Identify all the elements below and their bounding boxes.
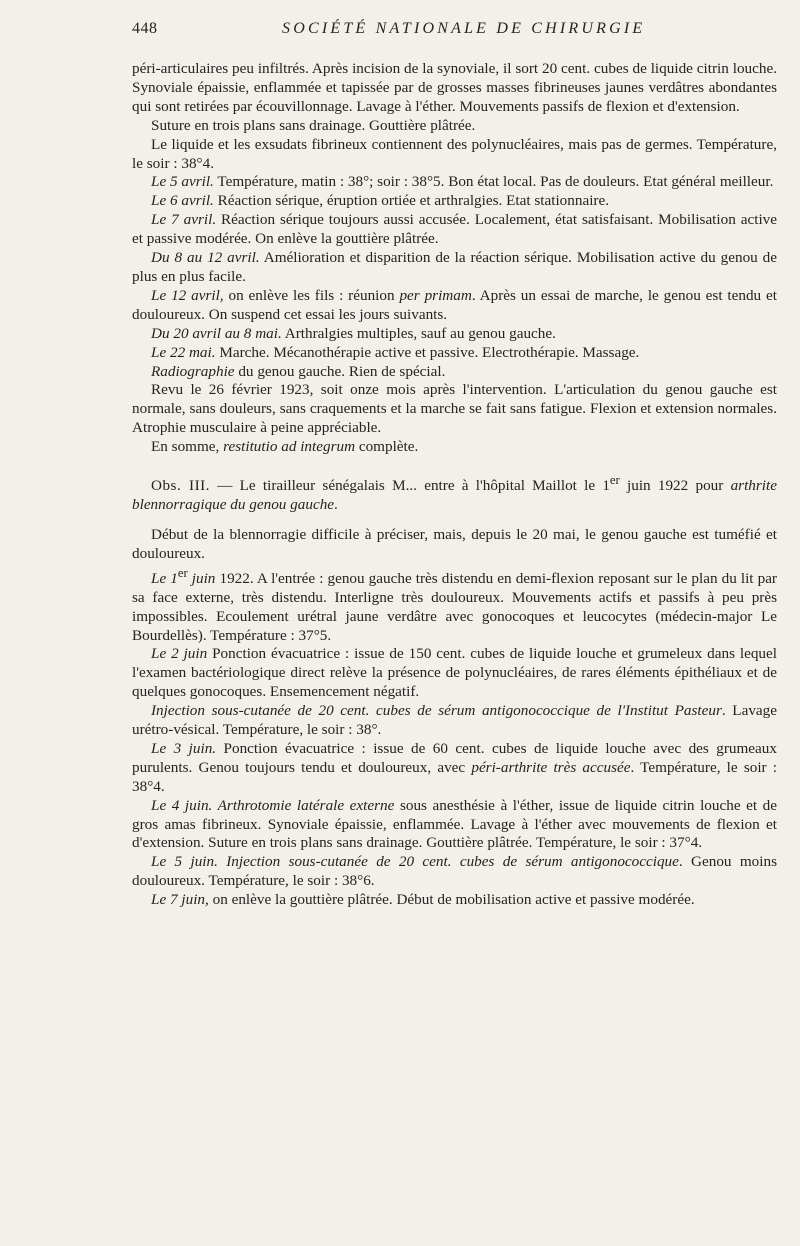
paragraph: Du 8 au 12 avril. Amélioration et disparition de la réaction sérique. Mobilisation active du genou de plus en plus facile. [132,249,777,285]
date-label: Le 5 avril. [151,173,214,191]
paragraph: Le 5 juin. Injection sous-cutanée de 20 cent. cubes de sérum antigonococcique. Genou moins douloureux. Température, le soir : 38°6. [132,853,777,890]
paragraph: Le 5 avril. Température, matin : 38°; soir : 38°5. Bon état local. Pas de douleurs. Etat général meilleur. [151,173,774,191]
paragraph: Du 20 avril au 8 mai. Arthralgies multiples, sauf au genou gauche. [151,324,556,342]
paragraph: péri-articulaires peu infiltrés. Après incision de la synoviale, il sort 20 cent. cubes de liquide citrin louche. Synoviale épaissie, enflammée et tapissée par de grosses masses fibrineuses jaunes verdâtres abondantes qui sont retirées par écouvillonnage. Lavage à l'éther. Mouvements passifs de flexion et d'extension. [132,60,777,115]
observation-heading: Obs. III. — Le tirailleur sénégalais M... entre à l'hôpital Maillot le 1er juin 1922 pour arthrite blennorragique du genou gauche. [132,473,777,513]
paragraph: Le 7 avril. Réaction sérique toujours aussi accusée. Localement, état satisfaisant. Mobilisation active et passive modérée. On enlève la gouttière plâtrée. [132,211,777,248]
paragraph: Le 1er juin 1922. A l'entrée : genou gauche très distendu en demi-flexion reposant sur le plan du lit par sa face externe, très distendu. Interligne très douloureux. Mouvements actifs et passifs à peu près impossibles. Ecoulement urétral jaune verdâtre avec gonocoques et leucocytes (médecin-major Le Bourdellès). Température : 37°5. [132,565,777,644]
paragraph: Début de la blennorragie difficile à préciser, mais, depuis le 20 mai, le genou gauche est tuméfié et douloureux. [132,525,777,562]
running-title: SOCIÉTÉ NATIONALE DE CHIRURGIE [282,20,646,37]
paragraph: Le 4 juin. Arthrotomie latérale externe sous anesthésie à l'éther, issue de liquide citrin louche et de gros amas fibrineux. Synoviale épaissie, enflammée. Lavage à l'éther avec mouvements de flexion et d'extension. Suture en trois plans sans drainage. Gouttière plâtrée. Température, le soir : 37°4. [132,796,777,852]
date-label: Le 4 juin. Arthrotomie latérale externe [151,796,395,814]
paragraph: Radiographie du genou gauche. Rien de spécial. [151,362,446,380]
paragraph: Le 6 avril. Réaction sérique, éruption ortiée et arthralgies. Etat stationnaire. [151,192,610,210]
date-label: Du 8 au 12 avril. [151,249,260,267]
paragraph: Le 22 mai. Marche. Mécanothérapie active et passive. Electrothérapie. Massage. [151,343,640,361]
date-label: Le 12 avril, [151,286,224,304]
date-label: Le 22 mai. [151,343,216,361]
paragraph: Le 3 juin. Ponction évacuatrice : issue de 60 cent. cubes de liquide louche avec des grumeaux purulents. Genou toujours tendu et douloureux, avec péri-arthrite très accusée. Température, le soir : 38°4. [132,739,777,795]
date-label: Le 7 avril. [151,211,217,229]
date-label: Le 2 juin [151,645,208,663]
section-gap [132,457,777,471]
date-label: Le 5 juin. Injection sous-cutanée de 20 cent. cubes de sérum antigonococcique [151,853,679,871]
paragraph: Le 12 avril, on enlève les fils : réunion per primam. Après un essai de marche, le genou est tendu et douloureux. On suspend cet essai les jours suivants. [132,286,777,323]
page-number: 448 [132,20,158,37]
paragraph: Revu le 26 février 1923, soit onze mois après l'intervention. L'articulation du genou gauche est normale, sans douleurs, sans craquements et la marche se fait sans fatigue. Flexion et extension normales. Atrophie musculaire à peine appréciable. [132,381,777,437]
paragraph: Suture en trois plans sans drainage. Gouttière plâtrée. [151,116,476,134]
date-label: Le 3 juin. [151,739,217,757]
paragraph: Le 2 juin Ponction évacuatrice : issue de 150 cent. cubes de liquide louche et grumeleux dans lequel l'examen bactériologique direct relève la présence de polynucléaires, de rares éléments épithéliaux et de quelques gonocoques. Ensemencement négatif. [132,645,777,701]
date-label: Le 1 [151,569,178,587]
page-header [132,20,776,44]
paragraph: Le liquide et les exsudats fibrineux contiennent des polynucléaires, mais pas de germes. Température, le soir : 38°4. [132,135,777,172]
date-label: Le 7 juin, [151,891,209,909]
date-label: Le 6 avril. [151,192,214,210]
paragraph-gap [132,515,777,526]
paragraph: Le 7 juin, on enlève la gouttière plâtrée. Début de mobilisation active et passive modérée. [151,891,695,909]
date-label: Du 20 avril au 8 mai. [151,324,282,342]
paragraph: En somme, restitutio ad integrum complète. [151,438,419,456]
paragraph: Injection sous-cutanée de 20 cent. cubes de sérum antigonococcique de l'Institut Pasteur. Lavage urétro-vésical. Température, le soir : 38°. [132,702,777,739]
page-body [132,60,777,910]
